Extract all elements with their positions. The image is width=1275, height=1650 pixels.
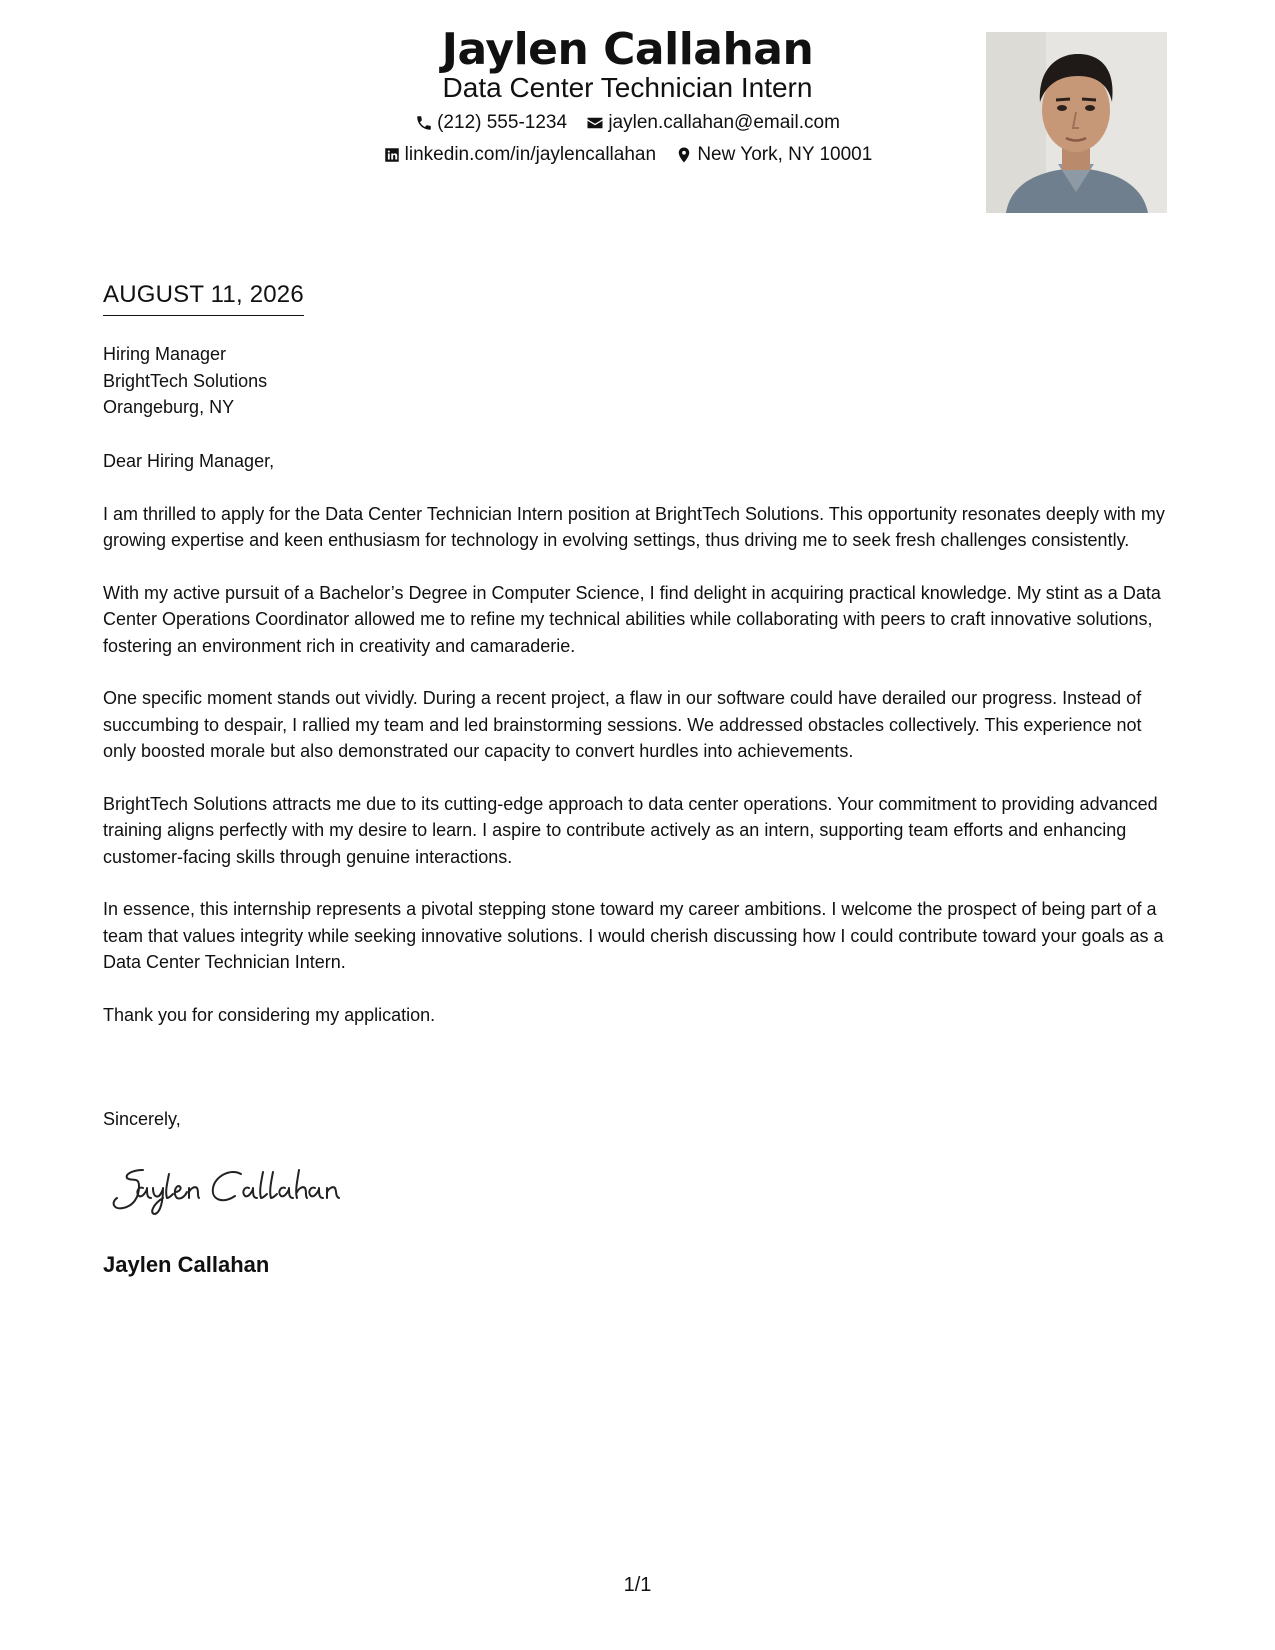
candidate-role: Data Center Technician Intern bbox=[442, 72, 813, 103]
paragraph-4: BrightTech Solutions attracts me due to its cutting-edge approach to data center operations. Your commitment to providing advanced training aligns perfectly with my desire to learn. I aspire to contribute actively as an intern, supporting team efforts and enhancing customer-facing skills through genuine interactions. bbox=[103, 793, 1158, 867]
paragraph-1: I am thrilled to apply for the Data Center Technician Intern position at BrightTech Solutions. This opportunity resonates deeply with my growing expertise and keen enthusiasm for technology in evolving settings, thus driving me to seek fresh challenges consistently. bbox=[103, 503, 1165, 550]
email-contact[interactable] bbox=[586, 112, 840, 134]
location-text: New York, NY 10001 bbox=[697, 144, 873, 165]
salutation: Dear Hiring Manager, bbox=[103, 451, 275, 471]
paragraph-2: With my active pursuit of a Bachelor’s Degree in Computer Science, I find delight in acquiring practical knowledge. My stint as a Data Center Operations Coordinator allowed me to refine my technical abilities while collaborating with peers to craft innovative solutions, fostering an environment rich in creativity and camaraderie. bbox=[103, 582, 1161, 656]
map-pin-icon bbox=[675, 146, 693, 164]
thank-you-line: Thank you for considering my application. bbox=[103, 1004, 436, 1025]
phone-icon bbox=[415, 114, 433, 132]
recipient-company: BrightTech Solutions bbox=[103, 370, 268, 391]
paragraph-5: In essence, this internship represents a pivotal stepping stone toward my career ambitions. I welcome the prospect of being part of a team that values integrity while seeking innovative solutions. I would cherish discussing how I could contribute toward your goals as a Data Center Technician Intern. bbox=[103, 899, 1164, 972]
page-number: 1/1 bbox=[623, 1574, 652, 1596]
linkedin-text: linkedin.com/in/jaylencallahan bbox=[404, 144, 657, 165]
phone-contact[interactable] bbox=[415, 112, 567, 134]
email-text: jaylen.callahan@email.com bbox=[608, 112, 840, 133]
closing: Sincerely, bbox=[103, 1109, 181, 1129]
handwritten-signature bbox=[103, 1160, 363, 1220]
location-contact bbox=[675, 144, 872, 166]
letter-body bbox=[103, 448, 1178, 1054]
recipient-title: Hiring Manager bbox=[103, 344, 227, 364]
phone-text: (212) 555-1234 bbox=[437, 112, 568, 133]
signed-name: Jaylen Callahan bbox=[103, 1252, 270, 1277]
paragraph-3: One specific moment stands out vividly. During a recent project, a flaw in our software could have derailed our progress. Instead of succumbing to despair, I rallied my team and led brainstorming sessions. We addressed obstacles collectively. This experience not only boosted morale but also demonstrated our capacity to convert hurdles into achievements. bbox=[103, 688, 1142, 761]
recipient-location: Orangeburg, NY bbox=[103, 397, 235, 417]
portrait-illustration bbox=[986, 32, 1167, 213]
recipient-block bbox=[103, 341, 267, 421]
letter-date: AUGUST 11, 2026 bbox=[103, 281, 304, 316]
linkedin-contact[interactable] bbox=[383, 144, 656, 166]
envelope-icon bbox=[586, 114, 604, 132]
signature-drawing bbox=[103, 1160, 363, 1220]
profile-photo bbox=[986, 32, 1167, 213]
linkedin-icon bbox=[383, 146, 401, 164]
candidate-name: Jaylen Callahan bbox=[441, 24, 814, 75]
